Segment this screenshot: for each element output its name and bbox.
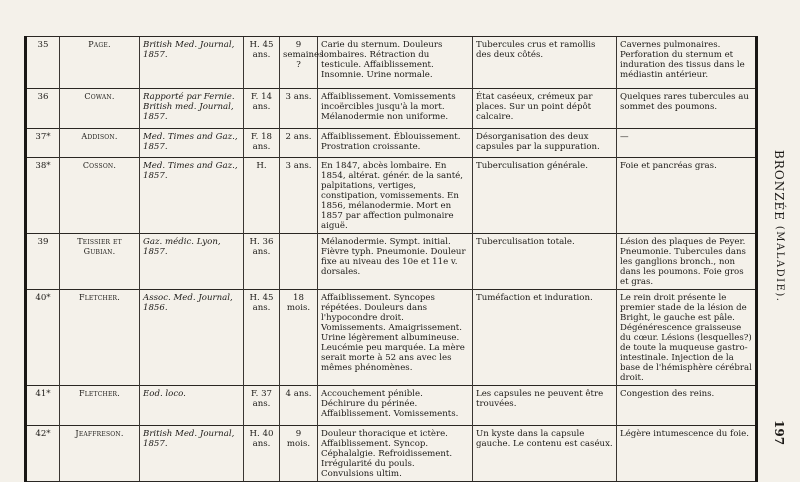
case-author: Cosson. [60, 158, 140, 234]
running-head [772, 150, 786, 302]
case-source: Med. Times and Gaz., 1857. [140, 158, 244, 234]
case-capsules: Les capsules ne peuvent être trouvées. [473, 386, 617, 426]
case-capsules: Tubercules crus et ramollis des deux côtés. [473, 37, 617, 89]
case-organs: Légère intumescence du foie. [617, 426, 757, 482]
case-source: Gaz. médic. Lyon, 1857. [140, 234, 244, 290]
table-row [26, 290, 757, 386]
case-symptoms: Carie du sternum. Douleurs lombaires. Rétraction du testicule. Affaiblissement. Insomnie. Urine normale. [318, 37, 473, 89]
case-duration: 3 ans. [280, 158, 318, 234]
case-symptoms: Accouchement pénible. Déchirure du périnée. Affaiblissement. Vomissements. [318, 386, 473, 426]
case-symptoms: Mélanodermie. Sympt. initial. Fièvre typh. Pneumonie. Douleur fixe au niveau des 10e et 11e v. dorsales. [318, 234, 473, 290]
case-organs: Lésion des plaques de Peyer. Pneumonie. Tubercules dans les ganglions bronch., non dans les poumons. Foie gros et gras. [617, 234, 757, 290]
case-number: 39 [26, 234, 60, 290]
case-duration: 3 ans. [280, 89, 318, 129]
case-sex-age: H. 40 ans. [244, 426, 280, 482]
table-row [26, 386, 757, 426]
case-source: British Med. Journal, 1857. [140, 37, 244, 89]
case-source: British Med. Journal, 1857. [140, 426, 244, 482]
case-number: 36 [26, 89, 60, 129]
table-row [26, 89, 757, 129]
case-table [24, 36, 758, 482]
case-organs: Le rein droit présente le premier stade de la lésion de Bright, le gauche est pâle. Dégénérescence graisseuse du cœur. Lésions (lesquelles?) de toute la muqueuse gastro-intestinale. Injection de la base de l'hémisphère cérébral droit. [617, 290, 757, 386]
case-symptoms: Affaiblissement. Éblouissement. Prostration croissante. [318, 129, 473, 158]
case-organs: — [617, 129, 757, 158]
case-number: 37* [26, 129, 60, 158]
table-row [26, 129, 757, 158]
case-organs: Foie et pancréas gras. [617, 158, 757, 234]
case-author: Cowan. [60, 89, 140, 129]
case-author: Fletcher. [60, 386, 140, 426]
case-sex-age: H. 45 ans. [244, 37, 280, 89]
case-organs: Quelques rares tubercules au sommet des poumons. [617, 89, 757, 129]
case-duration: 9 semaines ? [280, 37, 318, 89]
table-row [26, 37, 757, 89]
case-sex-age: H. 45 ans. [244, 290, 280, 386]
case-number: 40* [26, 290, 60, 386]
case-duration: 2 ans. [280, 129, 318, 158]
case-duration [280, 234, 318, 290]
case-source: Med. Times and Gaz., 1857. [140, 129, 244, 158]
case-capsules: Désorganisation des deux capsules par la suppuration. [473, 129, 617, 158]
case-sex-age: F. 14 ans. [244, 89, 280, 129]
case-capsules: État caséeux, crémeux par places. Sur un point dépôt calcaire. [473, 89, 617, 129]
running-head-subtitle: (MALADIE). [774, 225, 785, 303]
case-duration: 9 mois. [280, 426, 318, 482]
case-number: 41* [26, 386, 60, 426]
case-capsules: Tuberculisation générale. [473, 158, 617, 234]
table-row [26, 426, 757, 482]
running-head-title: BRONZÉE [772, 150, 786, 222]
case-author: Fletcher. [60, 290, 140, 386]
case-sex-age: H. 36 ans. [244, 234, 280, 290]
case-author: Page. [60, 37, 140, 89]
table-row [26, 158, 757, 234]
case-capsules: Tuméfaction et induration. [473, 290, 617, 386]
case-number: 42* [26, 426, 60, 482]
case-duration: 18 mois. [280, 290, 318, 386]
case-symptoms: Affaiblissement. Vomissements incoërcibles jusqu'à la mort. Mélanodermie non uniforme. [318, 89, 473, 129]
case-organs: Congestion des reins. [617, 386, 757, 426]
table-row [26, 234, 757, 290]
case-duration: 4 ans. [280, 386, 318, 426]
case-symptoms: Affaiblissement. Syncopes répétées. Douleurs dans l'hypocondre droit. Vomissements. Amaigrissement. Urine légèrement albumineuse. Leucémie peu marquée. La mère serait morte à 52 ans avec les mêmes phénomènes. [318, 290, 473, 386]
case-author: Addison. [60, 129, 140, 158]
case-capsules: Tuberculisation totale. [473, 234, 617, 290]
case-number: 38* [26, 158, 60, 234]
case-sex-age: F. 37 ans. [244, 386, 280, 426]
case-sex-age: H. [244, 158, 280, 234]
case-capsules: Un kyste dans la capsule gauche. Le contenu est caséux. [473, 426, 617, 482]
case-source: Rapporté par Fernie. British med. Journal, 1857. [140, 89, 244, 129]
case-organs: Cavernes pulmonaires. Perforation du sternum et induration des tissus dans le médiastin antérieur. [617, 37, 757, 89]
case-symptoms: En 1847, abcès lombaire. En 1854, altérat. génér. de la santé, palpitations, vertiges, constipation, vomissements. En 1856, mélanodermie. Mort en 1857 par affection pulmonaire aiguë. [318, 158, 473, 234]
page-number: 197 [772, 420, 786, 446]
case-sex-age: F. 18 ans. [244, 129, 280, 158]
case-symptoms: Douleur thoracique et ictère. Affaiblissement. Syncop. Céphalalgie. Refroidissement. Irrégularité du pouls. Convulsions ultim. [318, 426, 473, 482]
case-source: Assoc. Med. Journal, 1856. [140, 290, 244, 386]
case-source: Eod. loco. [140, 386, 244, 426]
case-author: Teissier et Gubian. [60, 234, 140, 290]
case-author: Jeaffreson. [60, 426, 140, 482]
case-number: 35 [26, 37, 60, 89]
